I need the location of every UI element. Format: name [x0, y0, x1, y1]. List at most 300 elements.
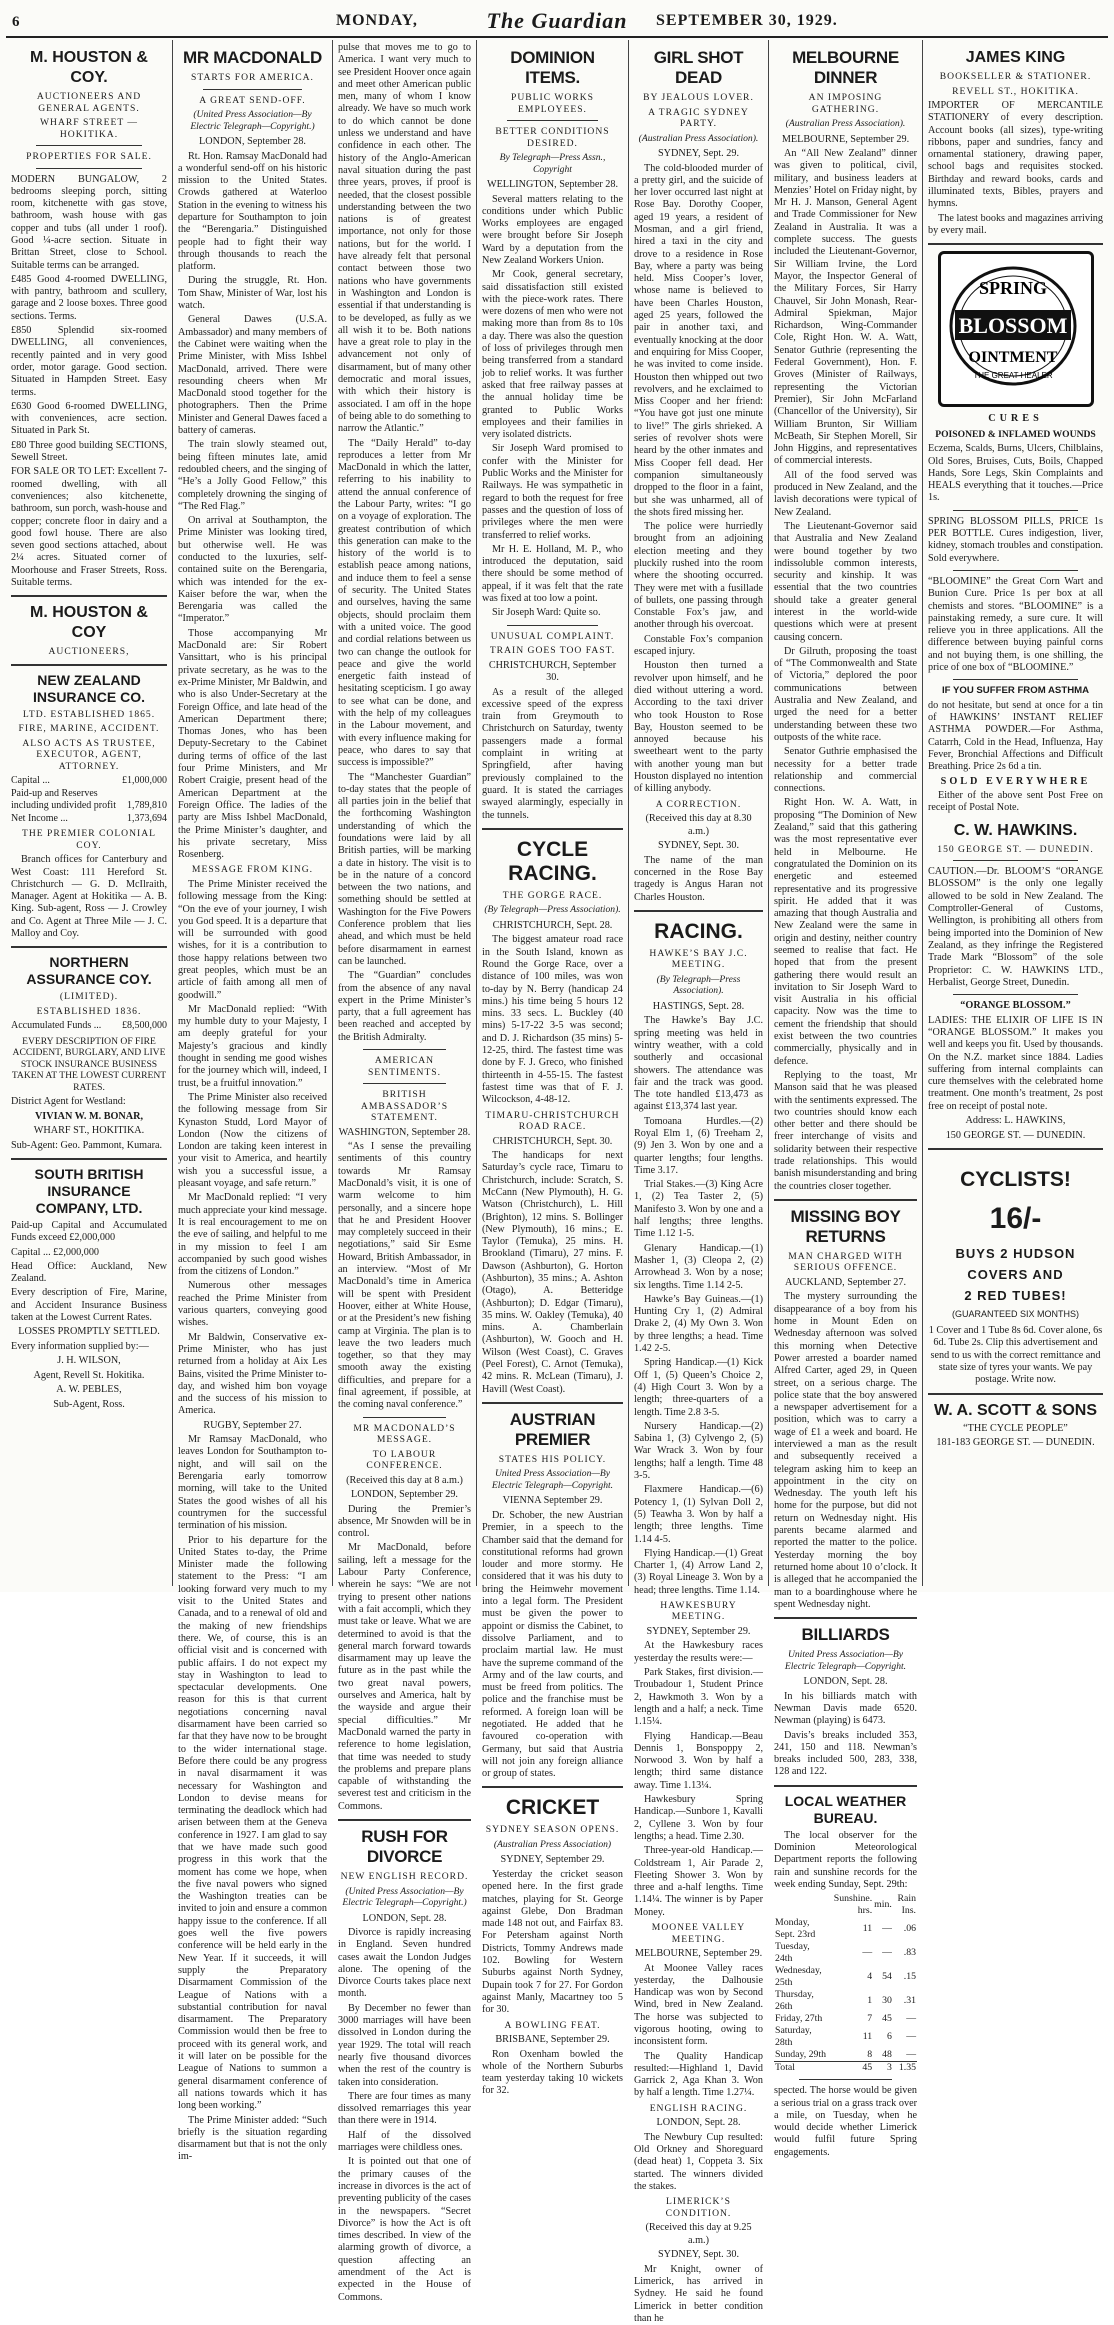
table-row	[774, 2013, 917, 2025]
section-subhead: LIMERICK’S CONDITION.	[665, 2196, 732, 2219]
table-cell: .83	[903, 1947, 916, 1959]
paragraph: Replying to the toast, Mr Manson said that he was pleased with the sentiments expressed. The two countries should know each other better and there should be freer interchange of visits and solidarity between their respective trade relationships. This would banish misunderstanding and bring the countries closer together.	[774, 1069, 917, 1192]
article-headline: DOMINION ITEMS.	[510, 48, 595, 87]
byline: United Press Association—By Electric Telegraph—Copyright.	[784, 1649, 907, 1672]
label: Paid-up and Reserves including undivided profit	[11, 787, 116, 812]
ad-houston-subtitle: AUCTIONEERS AND GENERAL AGENTS.	[36, 91, 142, 114]
paragraph: The Prime Minister received the following message from the King: “On the eve of your journey, I wish you God speed. It is a departure that will be surrounded with good wishes, for it is a contribution to those happy relations between two great peoples, which must be an article of faith among all men of goodwill.”	[178, 878, 327, 1001]
ad-james-king-heading: JAMES KING	[965, 49, 1066, 66]
table-cell: 11	[862, 1923, 873, 1935]
paragraph: All of the food served was produced in New Zealand, and the lavish decorations were typical of New Zealand.	[774, 469, 917, 518]
great-healer-word: THE GREAT HEALER	[972, 371, 1053, 381]
divider	[363, 1049, 446, 1050]
ointment-word: OINTMENT	[968, 349, 1057, 367]
article-headline: CRICKET	[505, 1796, 600, 1820]
paragraph: Dr. Schober, the new Austrian Premier, in a speech to the Chamber said that the demand for constitutional reforms had grown louder and more stormy. He considered that it was his duty to bring the Heimwehr movement into a legal form. The President must be given the power to appoint or dismiss the Cabinet, to dissolve Parliament, and to proclaim martial law. He must have the supreme command of the Army and of the law courts, and must be freed from politics. The police and the franchise must be reformed. A foreign loan will be negotiated. He added that he favoured co-operation with Germany, but said that Austria will not join any foreign alliance or group of states.	[482, 1509, 623, 1780]
paragraph: Prior to his departure for the United States to-day, the Prime Minister made the following statement to the Press: “I am looking forward very much to my visit to the United States and Canada, and to a renewal of old and the making of new friendships there. We, of course, this is an official visit and is concerned with public affairs. I do not expect my stay in Washington to lead to spectacular developments. One reason for this is that current negotiations concerning naval disarmament have been carried so far that they have now to be brought to the wider international stage. Before there could be any progress in naval disarmament it was necessary for Washington and London to devise means for terminating the deadlock which had arisen between them at the Geneva conference in 1927. I am glad to say that we have made such good progress in this work that the moment has come we hope, when the five naval powers who signed the Washington treaties can be invited to join and ensure a common happy issue to the conference. If all goes well the five powers conference will be held early in the New Year. If it succeeds, it will supply the Preparatory Disarmament Commission of the League of Nations with a substantial contribution for naval disarmament. The Preparatory Commission would then be free to proceed with its general work, and it will later on be possible for the League of Nations to summon a general disarmament conference of all nations towards which it has long been working.”	[178, 1534, 327, 2112]
divider	[774, 1617, 917, 1619]
ad-scott-sub: “THE CYCLE PEOPLE”	[963, 1422, 1068, 1434]
dateline: LONDON, Sept. 28.	[803, 1676, 888, 1688]
paragraph: Those accompanying Mr MacDonald are: Sir Robert Vansittart, who is his principal private secretary, as he was to the ex-Prime Minister, Mr Baldwin, and who is also Under-Secretary at the Foreign Office, and late head of the American Department there; Thomas Jones, who has been Deputy-Secretary to the Cabinet during terms of office of the last four Prime Ministers, and Mr Robert Craigie, present head of the American Department at the Foreign Office. The ladies of the party are Miss Ishbel MacDonald, the Prime Minister’s daughter, and his private secretary, Miss Rosenberg.	[178, 627, 327, 861]
promo-buys: BUYS 2 HUDSON	[955, 1246, 1076, 1262]
divider	[634, 910, 763, 912]
table-cell: 11	[862, 2031, 873, 2043]
column-2-macdonald	[173, 40, 332, 2163]
paragraph: In his billiards match with Newman Davis made 6520. Newman (playing) is 6473.	[774, 1690, 917, 1727]
ad-houston-repeat-heading: M. HOUSTON & COY	[30, 604, 148, 642]
ad-hawkins-heading: C. W. HAWKINS.	[953, 821, 1078, 839]
paragraph: The “Manchester Guardian” to-day states that the people of all parties join in the belief that the forthcoming Washington understanding of which the foundations were laid by all British parties, will be marking a date in history. The visit is to be in the nature of a concord between the two nations, and something should be settled at Washington for the Five Powers Conference problem that lies ahead, and which must be held before disarmament in earnest can be launched.	[338, 771, 471, 967]
paragraph: General Dawes (U.S.A. Ambassador) and many members of the Cabinet were waiting when the Prime Minister, with Miss Ishbel MacDonald, arrived. There were resounding cheers when Mr MacDonald stood together for the photographers. Then the Prime Minister and General Dawes faced a battery of cameras.	[178, 314, 327, 437]
paragraph: Mr MacDonald replied: “With my humble duty to your Majesty, I am deeply grateful for your Majesty’s gracious and kindly thought in sending me good wishes for the journey which will, indeed, I trust, be a fruitful innovation.”	[178, 1003, 327, 1089]
ad-south-british-paid: Paid-up Capital and Accumulated Funds exceed £2,000,000	[11, 1219, 167, 1244]
divider	[482, 828, 623, 830]
dateline: SYDNEY, September 29.	[646, 1625, 751, 1637]
table-cell: Friday, 27th	[775, 2013, 823, 2025]
article-headline: BILLIARDS	[801, 1625, 890, 1645]
paragraph: The police were hurriedly brought from an adjoining election meeting and they pluckily rushed into the room where the shooting occurred. They were met with a fusillade of bullets, one passing through Constable Fox’s jaw, and another through his overcoat.	[634, 521, 763, 631]
column-6-melbourne	[769, 40, 922, 2158]
paragraph: The handicaps for next Saturday’s cycle race, Timaru to Christchurch, include: Scratch, S. McCann (New Plymouth), H. G. Watson (Christchurch), L. Hill (Brighton), 12 mins. S. Bollinger (New Plymouth), 16 mins.; E. Taylor (Temuka), 25 mins. H. Brookland (Timaru), 27 mins. F. Dawson (Ashburton), G. Horton (Ashburton), 35 mins.; A. Ashton (Otago), A. Betteridge (Ashburton); D. Edgar (Timaru), 35 mins. W. Oakley (Temuka), 40 mins. A. Chamberlain (Ashburton), W. Gooch and H. Wilson (West Coast), C. Graves (Peel Forest), C. Arnot (Temuka), 42 mins. R. McLean (Timaru), J. Havill (West Coast).	[482, 1150, 623, 1395]
dateline: SYDNEY, Sept. 30.	[657, 2249, 740, 2261]
article-subhead: STATES HIS POLICY.	[498, 1453, 607, 1465]
section-subhead: A BOWLING FEAT.	[504, 2019, 601, 2031]
ad-caution-body: CAUTION.—Dr. BLOOM’S “ORANGE BLOSSOM” is the only one legally allowed to be sold in New Zealand. The Comptroller-General of Customs, Wellington, is prohibiting all others from being imported into the Dominion of New Zealand, as they infringe the Registered Trade Mark “Blossom” of the sole Proprietor: C. W. HAWKINS LTD., Herbalist, George Street, Dunedin.	[928, 866, 1103, 988]
ad-houston-address: WHARF STREET — HOKITIKA.	[39, 117, 139, 140]
divider	[953, 510, 1078, 511]
ad-sold-everywhere: SOLD EVERYWHERE	[940, 775, 1091, 787]
divider	[507, 625, 598, 626]
newspaper-title: The Guardian	[486, 8, 628, 33]
ad-james-king-body: IMPORTER OF MERCANTILE STATIONERY of every description. Account books (all sizes), type-writing ribbons, paper and sundries, fancy and ornamental stationery, drawing paper, school bags and requisites stocked. Birthday and reward books, cards and illuminated texts, Bibles, prayers and hymns.	[928, 100, 1103, 210]
article-subhead: THE GORGE RACE.	[502, 889, 603, 901]
page-number: 6	[12, 14, 20, 30]
nzi-capital-row	[11, 775, 167, 788]
paragraph: Right Hon. W. A. Watt, in proposing “The Dominion of New Zealand,” said that this gathering was the most representative ever held in Melbourne. He congratulated the Dominion on its energetic and esteemed representative and its progressive spirit. He added that it was amazing that though Australia and New Zealand were the same in origin and destiny, neither country seemed to realise that fact. He hoped that from the present gathering there would result an invitation to Sir Joseph Ward to visit Australia in his official capacity. Now was the time to cement the friendship that should exist between the two countries commercially, physically and in defence.	[774, 797, 917, 1067]
paragraph: Mr Ramsay MacDonald, who leaves London for Southampton to-night, and will sail on the Berengaria early tomorrow morning, will take to the United States the good wishes of all his countrymen for the successful termination of his mission.	[178, 1434, 327, 1532]
byline: By Telegraph—Press Assn., Copyright	[499, 152, 606, 175]
divider	[363, 1417, 446, 1418]
masthead	[6, 6, 1108, 38]
listing-850: £850 Splendid six-roomed DWELLING, all conveniences, recently painted and in very good order, motor garage. Good section. Situated in Hampden Street. Easy terms.	[11, 325, 167, 398]
divider	[928, 1393, 1103, 1395]
ad-houston-heading: M. HOUSTON & COY.	[30, 49, 148, 86]
divider	[11, 946, 167, 948]
paragraph: It is pointed out that one of the primary causes of the increase in divorces is the act of preventing publicity of the cases in the newspapers. “Secret Divorce” is how the Act is oft times described. In view of the alarming growth of divorce, a question affecting an amendment of the Act is expected in the House of Commons.	[338, 2156, 471, 2303]
race-result: Tomoana Hurdles.—(2) Royal Elm 1, (6) Treeham 2, (9) Jen 3. Won by one and a quarter lengths; four lengths. Time 3.17.	[634, 1115, 763, 1176]
promo-cyclists: CYCLISTS!	[960, 1168, 1071, 1192]
weather-table	[774, 1893, 917, 2074]
ad-south-british-heading: SOUTH BRITISH INSURANCE COMPANY, LTD.	[34, 1165, 144, 1216]
table-cell: .15	[903, 1971, 916, 1983]
section-subhead: HAWKESBURY MEETING.	[660, 1599, 737, 1623]
paragraph: Yesterday the cricket season opened here. In the first grade matches, playing for St. George against Glebe, Don Bradman made 148 not out, and Fairfax 83. For Petersham against North Districts, Tommy Andrews made 102. Bowling for Western Suburbs against North Sydney, Dupain took 7 for 27. For Gordon against Manly, Macartney too 5 for 30.	[482, 1868, 623, 2016]
article-headline: MELBOURNE DINNER	[792, 48, 899, 87]
divider	[774, 1199, 917, 1201]
article-headline: LOCAL WEATHER BUREAU.	[784, 1792, 907, 1826]
column-5-girl-shot-racing	[629, 40, 768, 2324]
paragraph: Dr Gilruth, proposing the toast of “The Commonwealth and State of Victoria,” deplored the poor communications between Australia and New Zealand, and urged the need for a better understanding between these two outposts of the white race.	[774, 645, 917, 743]
table-cell: Saturday, 28th	[775, 2025, 812, 2049]
dateline: VIENNA September 29.	[502, 1495, 603, 1507]
table-cell: Total	[775, 2062, 795, 2074]
received-note: (Received this day at 8.30 a.m.)	[645, 813, 752, 837]
paragraph: The Hawke’s Bay J.C. spring meeting was held in wintry weather, with a cold southerly and occasional showers. The attendance was fair and the track was good. The tote handled £13,473 as against £13,374 last year.	[634, 1015, 763, 1113]
divider	[11, 1158, 167, 1160]
race-result: The Quality Handicap resulted:—Highland 1, David Garrick 2, Aga Khan 3. Won by half a length. Time 1.27¼.	[634, 2050, 763, 2099]
paragraph: As a result of the alleged excessive speed of the express train from Greymouth to Christchurch on Saturday, twenty passengers made a formal complaint in writing at Springfield, after having previously complained to the guard. It is stated the carriages swayed alarmingly, especially in the tunnels.	[482, 686, 623, 821]
paragraph: “As I sense the prevailing sentiments of this country towards Mr Ramsay MacDonald’s visit, it is one of warm welcome to him personally, and a sincere hope that he and President Hoover may completely succeed in their negotiations,” said Sir Esme Howard, British Ambassador, in an interview. “Most of Mr MacDonald’s time in America will be spent with President Hoover, either at White House, or at the President’s new fishing camp at Virginia. The plan is to leave the two leaders much together, so that they may smooth away the existing difficulties, and prepare for a final agreement, if possible, at the coming naval conference.”	[338, 1141, 471, 1411]
divider	[953, 570, 1078, 571]
promo-offer: 1 Cover and 1 Tube 8s 6d. Cover alone, 6s 6d. Tube 2s. Clip this advertisement and send to us with the correct remittance and state size of tyres your wants. We pay postage. Write now.	[928, 1325, 1103, 1386]
divider	[953, 994, 1078, 995]
article-subhead: MAN CHARGED WITH SERIOUS OFFENCE.	[788, 1250, 903, 1274]
paragraph: Ron Oxenham bowled the whole of the Northern Suburbs team yesterday taking 10 wickets for 32.	[482, 2048, 623, 2097]
paragraph: The train slowly steamed out, being fifteen minutes late, amid redoubled cheers, and the singing of “He’s a Jolly Good Fellow,” this completely drowning the singing of “The Red Flag.”	[178, 439, 327, 512]
promo-covers: COVERS AND	[967, 1267, 1064, 1283]
table-cell: .31	[903, 1995, 916, 2007]
table-cell: 7	[867, 2013, 873, 2025]
ad-postage-note: Either of the above sent Post Free on receipt of Postal Note.	[928, 790, 1103, 814]
ad-hawkins-addr: 150 GEORGE ST. — DUNEDIN.	[937, 843, 1094, 855]
paragraph: The “Daily Herald” to-day reproduces a letter from Mr MacDonald in which the latter, referring to his inability to attend the annual conference of the Labour Party, writes: “I go on a voyage of exploration. The greatest contribution of which this generation can make to the history of the world is to establish peace among nations, and induce them to feel a sense of security. The United States and ourselves, having the same objects, should proclaim them with a united voice. The good and cordial relations between us two can change the outlook for peace and give the world energetic faith instead of hesitating scepticism. I go away to see what can be done, and with the help of my colleagues in the Labour movement, and with every influence making for peace, who dares to say that success is impossible?”	[338, 437, 471, 769]
paragraph: Rt. Hon. Ramsay MacDonald had a wonderful send-off on his historic mission to the United States. Crowds gathered at Waterloo Station in the evening to witness his departure for Southampton to join the “Berengaria.” Distinguished people had to fight their way through thousands to reach the platform.	[178, 150, 327, 273]
divider	[482, 1402, 623, 1404]
ad-orange-blossom-heading: “ORANGE BLOSSOM.”	[960, 1000, 1071, 1012]
spring-blossom-logo	[938, 251, 1094, 407]
ad-south-british-agent-addr: Agent, Revell St. Hokitika.	[33, 1369, 145, 1381]
dateline: LONDON, September 28.	[199, 136, 306, 147]
ad-northern-agent: VIVIAN W. M. BONAR,	[34, 1110, 144, 1122]
table-row	[774, 2049, 917, 2062]
ad-northern-addr: WHARF ST., HOKITIKA.	[33, 1125, 145, 1137]
article-headline: MISSING BOY RETURNS	[790, 1206, 901, 1246]
divider	[338, 1819, 471, 1821]
byline: (United Press Association—By Electric Telegraph—Copyright.)	[190, 109, 315, 132]
byline: (Australian Press Association).	[638, 132, 759, 144]
paragraph: Mr Baldwin, Conservative ex-Prime Minister, who has just returned from a holiday at Aix Les Bains, visited the Prime Minister to-day, and wished him bon voyage and the success of his mission to America.	[178, 1331, 327, 1417]
article-headline: RUSH FOR DIVORCE	[361, 1827, 448, 1866]
blossom-word: BLOSSOM	[958, 313, 1067, 339]
article-headline: RACING.	[654, 919, 743, 943]
ad-james-king-body2: The latest books and magazines arriving by every mail.	[928, 212, 1103, 236]
section-subhead: A CORRECTION.	[655, 798, 742, 810]
paragraph: The cold-blooded murder of a pretty girl, and the suicide of her lover occurred last night at Rose Bay. Dorothy Cooper, aged 19 years, a resident of Mosman, and a girl friend, hired a taxi in the city and drove to a residence in Rose Bay, where a party was being held. Miss Cooper’s lover, whose name is believed to have been Charles Houston, aged 25 years, followed the pair in another taxi, and eventually knocking at the door and enquiring for Miss Cooper, he was invited to come inside. Houston then whipped out two revolvers, and he exclaimed to Miss Cooper and her friend: “You have got just one minute to live!” The girls shrieked. A series of revolver shots were heard by the other inmates and Miss Cooper fell dead. Her companion simultaneously dropped to the floor in a faint, but she was unharmed, all of the shots fired missing her.	[634, 162, 764, 518]
paragraph: Numerous other messages reached the Prime Minister from various quarters, conveying good wishes.	[178, 1280, 327, 1329]
table-cell: Sunday, 29th	[775, 2049, 827, 2061]
masthead-date: SEPTEMBER 30, 1929.	[656, 12, 838, 29]
dateline: SYDNEY, Sept. 29.	[657, 148, 740, 159]
na-funds-row	[11, 1020, 167, 1033]
weather-header-row	[774, 1893, 917, 1917]
nzi-net-row	[11, 813, 167, 826]
ad-south-british-subagent: A. W. PEBLES,	[56, 1384, 122, 1396]
dateline: SYDNEY, Sept. 30.	[657, 840, 740, 852]
article-subhead: SYDNEY SEASON OPENS.	[485, 1824, 620, 1836]
ad-south-british-agent: J. H. WILSON,	[57, 1355, 121, 1367]
section-subhead: AMERICAN SENTIMENTS.	[367, 1055, 442, 1078]
divider	[928, 1148, 1103, 1150]
article-subhead: STARTS FOR AMERICA.	[191, 72, 314, 83]
table-cell: 3	[886, 2062, 892, 2074]
article-subhead: AN IMPOSING GATHERING.	[808, 92, 883, 115]
dateline: LONDON, Sept. 28.	[362, 1912, 447, 1924]
table-header: Rain Ins.	[897, 1893, 916, 1917]
ad-cures-body: Eczema, Scalds, Burns, Ulcers, Chilblains, Old Sores, Bruises, Cuts, Boils, Chapped Hands, Sore Legs, Skin Complaints and HEALS everything that it touches.—Price 1s.	[928, 443, 1103, 504]
ad-northern-subagent: Sub-Agent: Geo. Pammont, Kumara.	[11, 1139, 163, 1151]
paragraph: By December no fewer than 3000 marriages will have been dissolved in London during the year 1929. The total will reach nearly five thousand divorces when the rest of the country is taken into consideration.	[338, 2002, 471, 2088]
received-note: (Received this day at 8 a.m.)	[346, 1474, 463, 1486]
paragraph: On arrival at Southampton, the Prime Minister was looking tired, but otherwise well. He was conducted to the luxuries, self-contained suite on the Berengaria, which was intended for the ex-Kaiser before the war, when the Berengaria was called the “Imperator.”	[178, 515, 327, 625]
dateline: CHRISTCHURCH, Sept. 30.	[492, 1135, 613, 1147]
table-cell: —	[906, 2013, 916, 2025]
dateline: MELBOURNE, September 29.	[634, 1948, 763, 1960]
ad-asthma-heading: IF YOU SUFFER FROM ASTHMA	[941, 685, 1090, 697]
table-cell: Thursday, 26th	[775, 1989, 814, 2013]
ad-cures-heading: CURES	[988, 413, 1043, 425]
race-result: Trial Stakes.—(3) King Acre 1, (2) Tea Taster 2, (5) Manifesto 3. Won by one and a half lengths; three lengths. Time 1.12 1-5.	[634, 1179, 763, 1240]
table-cell: —	[906, 2049, 916, 2061]
paragraph: spected. The horse would be given a serious trial on a grass track over a mile, on Tuesday, when he would decide whether Limerick would fulfil future Spring engagements.	[774, 2085, 917, 2158]
dateline: RUGBY, September 27.	[203, 1419, 302, 1431]
ad-ladies-body: LADIES: THE ELIXIR OF LIFE IS IN “ORANGE BLOSSOM.” It makes you well and keeps you fit. Used by thousands. On the N.Z. market since 1884. Ladies suffering from internal complaints can cure themselves with the celebrated home treatment. One month’s treatment, 2s post free on receipt of postal note.	[928, 1014, 1103, 1112]
table-row	[774, 1917, 917, 1941]
value: £1,000,000	[122, 775, 167, 787]
table-header	[774, 1893, 829, 1917]
ad-northern-every: EVERY DESCRIPTION OF FIRE ACCIDENT, BURGLARY, AND LIVE STOCK INSURANCE BUSINESS TAKEN AT THE LOWEST CURRENT RATES.	[11, 1035, 167, 1093]
section-subhead: TRAIN GOES TOO FAST.	[489, 645, 616, 657]
paragraph: The name of the man concerned in the Rose Bay tragedy is Angus Haran not Charles Houston.	[634, 854, 763, 903]
ad-nz-insurance-est: LTD. ESTABLISHED 1865.	[22, 708, 156, 720]
cycle-promo	[928, 1168, 1103, 1319]
ad-south-british-info: Every information supplied by:—	[11, 1340, 149, 1352]
article-headline: CYCLE RACING.	[508, 837, 597, 885]
ad-south-british-losses: LOSSES PROMPTLY SETTLED.	[18, 1326, 160, 1338]
table-cell: Wednesday, 25th	[775, 1965, 822, 1989]
byline: (Australian Press Association)	[493, 1838, 612, 1850]
ad-cures-sub: POISONED & INFLAMED WOUNDS	[935, 428, 1096, 440]
table-cell: 30	[882, 1995, 892, 2007]
byline: (By Telegraph—Press Association).	[656, 973, 741, 997]
paragraph: Several matters relating to the conditions under which Public Works employees are engaged were brought before Sir Joseph Ward by a deputation from the New Zealand Workers Union.	[482, 193, 623, 266]
race-result: Park Stakes, first division.—Troubadour 1, Student Prince 2, Hawkmoth 3. Won by a length and a half; a neck. Time 1.15¼.	[634, 1667, 763, 1728]
article-subhead: NEW ENGLISH RECORD.	[340, 1871, 469, 1882]
value: 1,373,694	[127, 812, 167, 824]
spring-word: SPRING	[978, 278, 1047, 299]
table-cell: —	[862, 1947, 873, 1959]
paragraph: The Lieutenant-Governor said that Australia and New Zealand were bound together by two indissoluble common interests, security and kinship. It was essential that the two countries should take a greater general interest in the world-wide questions which were at present causing concern.	[774, 520, 917, 643]
listing-80: £80 Three good building SECTIONS, Sewell Street.	[11, 439, 167, 464]
listing-for-sale-or-let: FOR SALE OR TO LET: Excellent 7-roomed dwelling, with all conveniences; also kitchenette, bathroom, sun porch, wash-house and copper; concrete floor in dairy and a good fowl house. There are also seven good sections attached, about 2¼ acres. Situated corner of Moorhouse and Fraser Streets, Ross. Suitable terms.	[11, 466, 167, 588]
ad-northern-ltd: (LIMITED).	[59, 991, 119, 1003]
race-result: Three-year-old Handicap.—Coldstream 1, Air Parade 2, Fleeting Shower 3. Won by three and a-half lengths. Time 1.14¼. The winner is by Paper Money.	[634, 1845, 763, 1918]
byline: (Australian Press Association).	[785, 118, 906, 129]
ad-houston-repeat-sub: AUCTIONEERS,	[48, 646, 130, 658]
ad-address: Address: L. HAWKINS,	[965, 1115, 1066, 1127]
dateline: HASTINGS, Sept. 28.	[652, 1000, 745, 1012]
ad-nz-insurance-heading: NEW ZEALAND INSURANCE CO.	[32, 671, 145, 705]
table-cell: 4	[867, 1971, 873, 1983]
table-cell: 48	[882, 2049, 892, 2061]
nzi-paid-row	[11, 788, 167, 813]
dateline: CHRISTCHURCH, Sept. 28.	[492, 919, 613, 931]
listing-485: £485 Good 4-roomed DWELLING, with pantry, bathroom and scullery, garage and 2 loose boxes. Three good sections. Terms.	[11, 273, 167, 322]
race-result: Flying Handicap.—Beau Dennis 1, Bonspoppy 2, Norwood 3. Won by half a length; third same distance away. Time 1.13¼.	[634, 1730, 763, 1791]
ad-james-king-sub: BOOKSELLER & STATIONER.	[939, 71, 1092, 82]
label: Capital ...	[11, 775, 50, 787]
dateline: MELBOURNE, September 29.	[781, 133, 910, 145]
ad-nz-insurance-acts: ALSO ACTS AS TRUSTEE, EXECUTOR, AGENT, ATTORNEY.	[22, 737, 156, 772]
properties-heading: PROPERTIES FOR SALE.	[26, 151, 152, 162]
column-3-macdonald-cont	[333, 40, 476, 2303]
paragraph: The mystery surrounding the disappearance of a boy from his home in Mount Eden on Wednesday afternoon was solved this morning when Detective Power arrested a boarder named Alfred Carter, aged 29, in Queen street, on a serious charge. The police state that the boy answered a newspaper advertisement for a position, which was to carry a wage of £1 a week and board. He interviewed a man as the result and subsequently received a telegram asking him to keep an appointment in the city on Wednesday. The youth left his home for the purpose, but did not return on Wednesday night. His parents became alarmed and reported the matter to the police. Yesterday morning the boy returned home about 10 o’clock. It is alleged that he accompanied the man to a boardinghouse where he spent Wednesday night.	[774, 1291, 917, 1610]
value: 1,789,810	[127, 800, 167, 812]
divider	[363, 1083, 446, 1084]
ad-nz-insurance-branches: Branch offices for Canterbury and West Coast: 111 Hereford St. Christchurch — G. D. McIlraith, Manager. Agent at Hokitika — A. B. King. Sub-agent, Ross — J. Crowley and Co. Agent at Three Mile — J. C. Malloy and Coy.	[11, 854, 167, 940]
listing-630: £630 Good 6-roomed DWELLING, with conveniences, acre section. Situated in Park St.	[11, 400, 167, 437]
dateline: WELLINGTON, September 28.	[486, 179, 619, 190]
ad-south-british-capital: Capital ... £2,000,000	[11, 1246, 100, 1258]
ad-scott-heading: W. A. SCOTT & SONS	[934, 1401, 1097, 1419]
section-subhead: MESSAGE FROM KING.	[191, 864, 314, 876]
table-cell: 1	[867, 1995, 873, 2007]
byline: United Press Association—By Electric Telegraph—Copyright.	[491, 1468, 614, 1491]
ad-northern-est: ESTABLISHED 1836.	[36, 1005, 142, 1017]
paragraph: pulse that moves me to go to America. I want very much to see President Hoover once again and meet other American public men, many of whom I know already. We have so much work to do which cannot be done unless we understand and have confidence in each other. The history of the Anglo-American naval situation during the past three years, proves, if proof is needed, that the closest possible understanding between the two nations is of greatest importance, not only for those nations, but for the world. I have already felt that personal contact between those two nations who have governments in Washington and London is essential if that understanding is to be developed, as fully as we all wish it to be. Both nations have a great role to play in the advancement not only of disarmament, but of many other democratic and moral issues, with which their history is associated. I am off in the hope of being able to do something to narrow the Atlantic.”	[338, 42, 471, 435]
divider	[928, 243, 1103, 245]
paragraph: Constable Fox’s companion escaped injury.	[634, 633, 763, 658]
promo-tubes: 2 RED TUBES!	[964, 1288, 1067, 1304]
section-subhead: BRITISH AMBASSADOR’S STATEMENT.	[360, 1089, 449, 1124]
table-row	[774, 1941, 917, 1965]
paragraph: The Newbury Cup resulted: Old Orkney and Shoreguard (dead heat) 1, Coppeta 3. Six started. The winners divided the stakes.	[634, 2131, 763, 2192]
ad-scott-addr: 181-183 GEORGE ST. — DUNEDIN.	[936, 1437, 1095, 1449]
dateline: WASHINGTON, September 28.	[338, 1126, 471, 1138]
listing-bungalow: MODERN BUNGALOW, 2 bedrooms sleeping porch, sitting room, kitchenette with gas stove, bathroom, wash house with gas copper and tubs (all under 1 roof). Good ¼-acre section. Situate in Brittan Street, close to School. Suitable terms can be arranged.	[11, 173, 167, 271]
paragraph: Sir Joseph Ward promised to confer with the Minister for Public Works and the Minister for Railways. He was sympathetic in regard to both the request for free passes and the question of loss of privileges where the men were transferred to relief works.	[482, 443, 623, 541]
divider	[953, 679, 1078, 680]
paragraph: An “All New Zealand” dinner was given to political, civil, military, and business leaders at Menzies’ Hotel on Friday night, by Mr H. J. Manson, General Agent and Trade Commissioner for New Zealand in Australia. It was a complete success. The guests included the Lieutenant-Governor, Sir William Irvine, the Lord Mayor, the Inspector General of the Military Forces, Sir Harry Chauvel, Sir John Monash, Rear-Admiral Spiekman, Major Richardson, Wing-Commander Cole, Right Hon. W. A. Watt, Senator Guthrie (representing the Federal Government), Hon. F. Groves (Minister of Railways, representing the Victorian Premier), Sir John McFarland (Chancellor of the University), Sir William Brunton, Sir William McBeath, Sir Stephen Morell, Sir John Higgins, and representatives of commercial interests.	[774, 148, 917, 467]
paragraph: Davis’s breaks included 353, 241, 150 and 118. Newman’s breaks included 500, 283, 338, 128 and 122.	[774, 1729, 917, 1778]
dateline: LONDON, Sept. 28.	[656, 2117, 741, 2129]
table-cell: Tuesday, 24th	[775, 1941, 810, 1965]
ad-nz-insurance-fire: FIRE, MARINE, ACCIDENT.	[18, 723, 160, 735]
ad-address2: 150 GEORGE ST. — DUNEDIN.	[945, 1129, 1086, 1141]
article-headline: GIRL SHOT DEAD	[653, 48, 744, 87]
paragraph: At the Hawkesbury races yesterday the results were:—	[634, 1640, 763, 1664]
divider	[953, 860, 1078, 861]
table-cell: —	[882, 1923, 892, 1935]
paragraph: At Moonee Valley races yesterday, the Dalhousie Handicap was won by Second Wind, bred in New Zealand. The horse was subjected to vigorous hooting, owing to inconsistent form.	[634, 1962, 763, 2048]
promo-guarantee: (GUARANTEED SIX MONTHS)	[951, 1309, 1079, 1320]
label: Accumulated Funds ...	[11, 1020, 102, 1032]
paragraph: Mr Knight, owner of Limerick, has arrived in Sydney. He said he found Limerick in better condition than he	[634, 2263, 763, 2324]
divider	[11, 595, 167, 597]
ad-james-king-addr: REVELL ST., HOKITIKA.	[952, 85, 1079, 97]
paragraph: Senator Guthrie emphasised the necessity for a better trade relationship and commercial connections.	[774, 746, 917, 795]
race-result: Hawke’s Bay Guineas.—(1) Hunting Cry 1, (2) Admiral Drake 2, (4) My Own 3. Won by three lengths; a head. Time 1.42 2-5.	[634, 1293, 763, 1355]
masthead-day: MONDAY,	[336, 12, 418, 29]
divider	[36, 168, 142, 169]
race-result: Spring Handicap.—(1) Kick Off 1, (5) Queen’s Choice 2, (4) High Court 3. Won by a length; three-quarters of a length. Time 2.8 3-5.	[634, 1357, 763, 1418]
label: Net Income ...	[11, 812, 68, 824]
column-7-ads	[923, 40, 1108, 1586]
paragraph: The Prime Minister also received the following message from Sir Kynaston Studd, Lord Mayor of London (Now the citizens of London are taking keen interest in your visit to America, and heartily wish you a successful issue, a pleasant voyage, and safe return.”	[178, 1091, 327, 1190]
table-cell: 54	[882, 1971, 892, 1983]
paragraph: Mr MacDonald replied: “I very much appreciate your kind message. It is real encouragement to me on the eve of sailing, and helpful to me in my mission to feel I am accompanied by such good wishes from the citizens of London.”	[178, 1192, 327, 1278]
paragraph: Houston then turned a revolver upon himself, and he died without uttering a word. According to the taxi driver who took Houston to Rose Bay, Houston seemed to be annoyed because his sweetheart went to the party with another young man but Houston displayed no intention of killing anybody.	[634, 660, 763, 795]
table-cell: 8	[867, 2049, 873, 2061]
paragraph: The biggest amateur road race in the South Island, known as Round the Gorge Race, over a distance of 100 miles, was won to-day by N. Berry (handicap 24 mins.) his time being 5 hours 12 mins. 33 secs. L. Buckley (40 mins) 5-17-22 3-5 was second; and D. J. Richardson (35 mins) 5-12-25, third. The fastest time was done by F. J. Greco, who finished thirteenth in 4-55-15. The fastest fastest time was that of F. J. Wilcockson, 4-48-12.	[482, 934, 623, 1106]
race-result: Glenary Handicap.—(1) Masher 1, (3) Cleopa 2, (2) Arrowhead 3. Won by a nose; six lengths. Time 1.14 2-5.	[634, 1242, 763, 1291]
paragraph: The local observer for the Dominion Meteorological Department reports the following rain and sunshine records for the week ending Sunday, Sept. 29th:	[774, 1829, 917, 1890]
paragraph: Sir Joseph Ward: Quite so.	[492, 607, 601, 619]
table-row	[774, 2025, 917, 2049]
paragraph: Half of the dissolved marriages were childless ones.	[338, 2129, 471, 2154]
dateline: LONDON, September 29.	[351, 1489, 458, 1501]
divider	[36, 145, 142, 146]
paragraph: There are four times as many dissolved remarriages this year than there were in 1914.	[338, 2090, 471, 2127]
dateline: CHRISTCHURCH, September 30.	[488, 659, 617, 684]
ad-northern-district: District Agent for Westland:	[11, 1096, 126, 1108]
received-note: (Received this day at 9.25 a.m.)	[645, 2222, 752, 2246]
table-cell: 45	[882, 2013, 892, 2025]
table-total-row	[774, 2062, 917, 2075]
table-row	[774, 1965, 917, 1989]
divider	[482, 1786, 623, 1788]
table-cell: —	[882, 1947, 892, 1959]
article-subhead: A TRAGIC SYDNEY PARTY.	[648, 106, 749, 129]
section-subhead: TO LABOUR CONFERENCE.	[366, 1448, 443, 1472]
table-cell: 6	[886, 2031, 892, 2043]
ad-south-british-office: Head Office: Auckland, New Zealand.	[11, 1260, 167, 1285]
paragraph: The “Guardian” concludes from the absence of any naval expert in the Prime Minister’s party, that a full agreement has been reached and accepted by the British Admiralty.	[338, 970, 471, 1043]
article-headline: MR MACDONALD	[183, 48, 322, 67]
section-subhead: HAWKE’S BAY J.C. MEETING.	[649, 947, 748, 971]
ad-south-british-subagent-addr: Sub-Agent, Ross.	[53, 1398, 125, 1410]
section-subhead: UNUSUAL COMPLAINT.	[490, 630, 615, 642]
divider	[799, 2079, 892, 2080]
column-1-ads	[6, 40, 172, 1586]
divider	[203, 89, 302, 90]
ad-northern-assurance-heading: NORTHERN ASSURANCE COY.	[26, 954, 152, 988]
spring-blossom-emblem	[941, 254, 1085, 398]
dateline: BRISBANE, September 29.	[495, 2034, 610, 2046]
table-cell: 1.35	[898, 2062, 916, 2074]
ad-asthma-body: do not hesitate, but send at once for a tin of HAWKINS’ INSTANT RELIEF ASTHMA POWDER.—For Asthma, Catarrh, Cold in the Head, Influenza, Hay Fever, Bronchial Affections and Difficult Breathing. Price 2s 6d a tin.	[928, 699, 1103, 773]
table-cell: .06	[903, 1923, 916, 1935]
article-subhead: PUBLIC WORKS EMPLOYEES.	[511, 92, 594, 115]
value: £8,500,000	[122, 1020, 167, 1032]
dateline: AUCKLAND, September 27.	[784, 1276, 907, 1288]
section-subhead: MOONEE VALLEY MEETING.	[651, 1922, 746, 1945]
byline: (United Press Association—By Electric Telegraph—Copyright.)	[342, 1885, 467, 1908]
table-cell: —	[906, 2031, 916, 2043]
divider	[507, 120, 598, 121]
paragraph: Mr Cook, general secretary, said dissatisfaction still existed with the piece-work rates. There were dozens of men who were not making more than from 8s to 10s a day. There was also the question of loss of privileges through men being transferred from a standard job to relief works. It was further asked that free railway passes at the annual holiday time be granted to Public Works employees and their families in very isolated districts.	[482, 269, 623, 441]
paragraph: Mr MacDonald, before sailing, left a message for the Labour Party Conference, wherein he says: “We are not trying to present other nations with a fait accompli, which they must take or leave. What we are determined to avoid is that the general march forward towards disarmament may up leave the future as in the past while the two great naval powers, ourselves and America, halt by the wayside and argue their special difficulties.” Mr MacDonald warned the party in reference to home legislation, that time was needed to study the problems and prepare plans capable of withstanding the severest test and criticism in the Commons.	[338, 1542, 471, 1812]
promo-price: 16/-	[989, 1202, 1042, 1236]
paragraph: During the Premier’s absence, Mr Snowden will be in control.	[338, 1503, 471, 1540]
paragraph: Mr H. E. Holland, M. P., who introduced the deputation, said there should be some method of appeal, if it was felt that the rate was fixed at too low a point.	[482, 543, 623, 604]
ad-bloomine-body: “BLOOMINE” the Great Corn Wart and Bunion Cure. Price 1s per box at all chemists and stores. “BLOOMINE” is a painstaking remedy, a sure cure. It will relieve you in three applications. All the difference between buying painful corns and not buying them, is one shilling, the price of one box of “BLOOMINE.”	[928, 575, 1103, 674]
table-cell: Monday, Sept. 23rd	[775, 1917, 816, 1941]
race-result: Flying Handicap.—(1) Great Charter 1, (4) Arrow Land 2, (3) Royal Lineage 3. Won by a head; three lengths. Time 1.14.	[634, 1547, 763, 1596]
section-subhead: ENGLISH RACING.	[649, 2102, 748, 2114]
divider	[11, 664, 167, 666]
article-headline: AUSTRIAN PREMIER	[509, 1409, 596, 1449]
race-result: Flaxmere Handicap.—(6) Potency 1, (1) Sylvan Doll 2, (5) Teawha 3. Won by half a length; three lengths. Time 1.14 4-5.	[634, 1484, 763, 1545]
